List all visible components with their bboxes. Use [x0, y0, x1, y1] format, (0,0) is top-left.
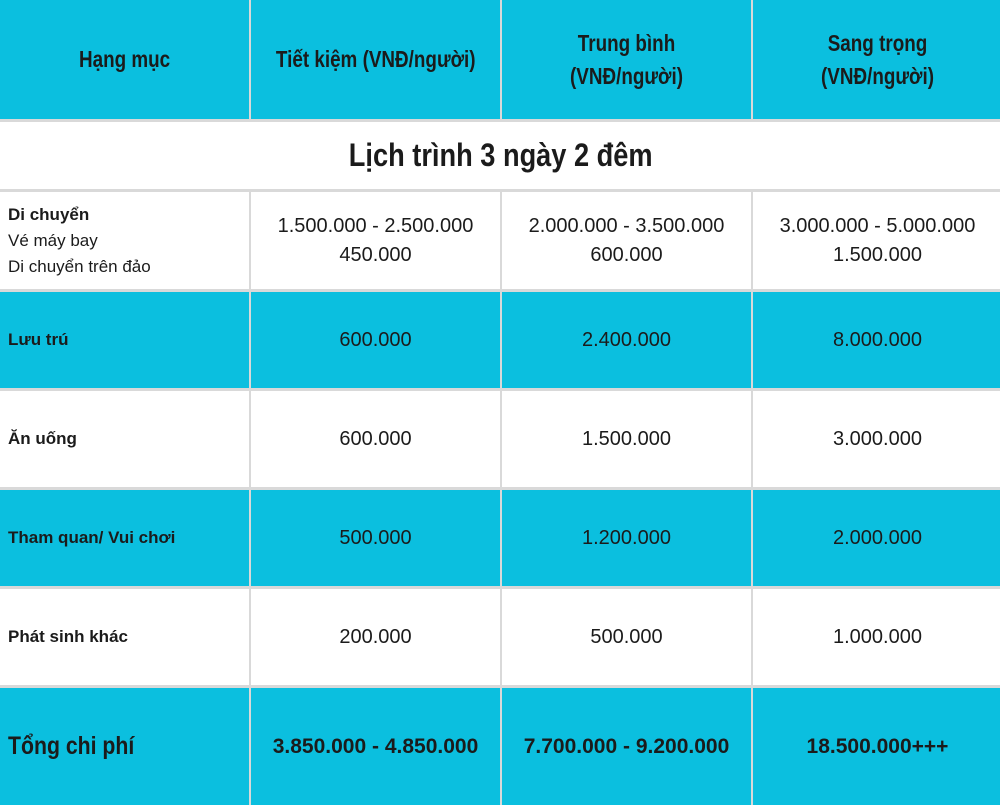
row-tour-luxury: 2.000.000 [753, 490, 1000, 586]
row-stay-mid: 2.400.000 [502, 292, 751, 388]
header-economy-cell [251, 0, 500, 119]
row-stay-economy: 600.000 [251, 292, 500, 388]
header-category [79, 43, 170, 76]
transport-economy-island: 450.000 [339, 243, 412, 266]
transport-mid-island: 600.000 [590, 243, 663, 266]
header-economy-title: Tiết kiệm [275, 46, 358, 72]
row-stay-label: Lưu trú [0, 292, 249, 388]
transport-title: Di chuyển [8, 204, 90, 224]
row-food-mid: 1.500.000 [502, 391, 751, 487]
header-mid-unit: (VNĐ/người) [570, 62, 683, 89]
itinerary-banner [0, 122, 1000, 189]
row-other-luxury: 1.000.000 [753, 589, 1000, 685]
header-category-label: Hạng mục [78, 46, 171, 72]
row-transport-mid [502, 192, 751, 289]
transport-luxury-island: 1.500.000 [833, 243, 922, 266]
header-luxury-title: Sang trọng [827, 29, 928, 56]
row-transport-luxury [753, 192, 1000, 289]
row-food-label: Ăn uống [0, 391, 249, 487]
header-mid-title: Trung bình [577, 29, 676, 56]
row-total-economy: 3.850.000 - 4.850.000 [251, 688, 500, 805]
transport-luxury-flight: 3.000.000 - 5.000.000 [779, 214, 976, 237]
header-mid-cell [502, 0, 751, 119]
transport-island-label: Di chuyển trên đảo [8, 256, 151, 276]
row-tour-mid: 1.200.000 [502, 490, 751, 586]
row-total-luxury: 18.500.000+++ [753, 688, 1000, 805]
row-other-label: Phát sinh khác [0, 589, 249, 685]
header-economy [276, 43, 476, 76]
header-economy-unit: (VNĐ/người) [362, 46, 476, 72]
row-transport-label [0, 192, 249, 289]
row-stay-luxury: 8.000.000 [753, 292, 1000, 388]
header-mid [524, 27, 728, 93]
transport-flight-label: Vé máy bay [8, 230, 98, 250]
header-category-cell [0, 0, 249, 119]
row-total-label: Tổng chi phí [8, 732, 135, 760]
transport-mid-flight: 2.000.000 - 3.500.000 [528, 214, 725, 237]
header-luxury-unit: (VNĐ/người) [821, 62, 934, 89]
transport-economy-flight: 1.500.000 - 2.500.000 [277, 214, 474, 237]
row-other-economy: 200.000 [251, 589, 500, 685]
row-total-label-cell [0, 688, 249, 805]
row-tour-label: Tham quan/ Vui chơi [0, 490, 249, 586]
itinerary-banner-text: Lịch trình 3 ngày 2 đêm [349, 137, 653, 173]
row-food-economy: 600.000 [251, 391, 500, 487]
row-transport-economy [251, 192, 500, 289]
row-food-luxury: 3.000.000 [753, 391, 1000, 487]
row-total-mid: 7.700.000 - 9.200.000 [502, 688, 751, 805]
header-luxury-cell [753, 0, 1000, 119]
row-tour-economy: 500.000 [251, 490, 500, 586]
row-other-mid: 500.000 [502, 589, 751, 685]
header-luxury [775, 27, 979, 93]
